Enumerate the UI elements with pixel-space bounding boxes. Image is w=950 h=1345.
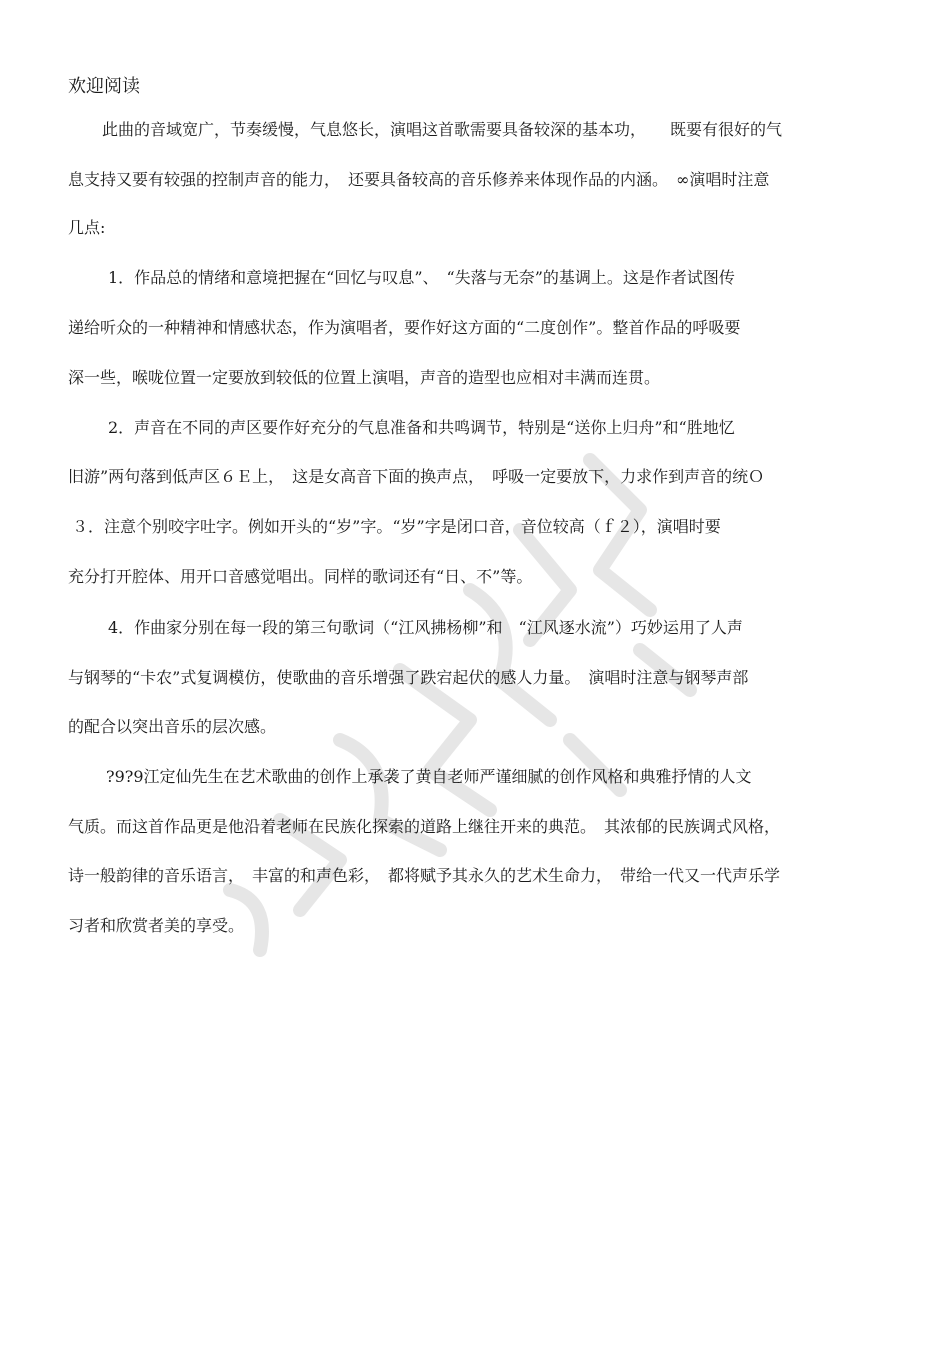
list-item-line: 2．声音在不同的声区要作好充分的气息准备和共鸣调节，特别是“送你上归舟”和“胜地忆 (108, 418, 735, 437)
list-item-line: 的配合以突出音乐的层次感。 (68, 717, 277, 736)
list-item-line: 与钢琴的“卡农”式复调模仿，使歌曲的音乐增强了跌宕起伏的感人力量。 演唱时注意与钢琴声部 (68, 668, 749, 687)
paragraph-line: ?9?9江定仙先生在艺术歌曲的创作上承袭了黄自老师严谨细腻的创作风格和典雅抒情的人文 (106, 767, 752, 786)
paragraph-line: 气质。而这首作品更是他沿着老师在民族化探索的道路上继往开来的典范。 其浓郁的民族调式风格， (68, 817, 781, 836)
paragraph-line: 此曲的音域宽广，节奏缓慢，气息悠长，演唱这首歌需要具备较深的基本功， 既要有很好的气 (102, 120, 783, 139)
document-title: 欢迎阅读 (68, 76, 140, 97)
list-item-line: ３．注意个别咬字吐字。例如开头的“岁”字。“岁”字是闭口音，音位较高（ｆ２），演唱时要 (72, 517, 721, 536)
list-item-line: 充分打开腔体、用开口音感觉唱出。同样的歌词还有“日、不”等。 (68, 567, 533, 586)
paragraph-line: 几点: (68, 218, 106, 237)
list-item-line: 4．作曲家分别在每一段的第三句歌词（“江风拂杨柳”和 “江风逐水流”）巧妙运用了人声 (108, 618, 743, 637)
paragraph-line: 诗一般韵律的音乐语言， 丰富的和声色彩， 都将赋予其永久的艺术生命力， 带给一代又一代声乐学 (68, 866, 781, 885)
list-item-line: 递给听众的一种精神和情感状态，作为演唱者，要作好这方面的“二度创作”。整首作品的呼吸要 (68, 318, 741, 337)
list-item-line: 深一些，喉咙位置一定要放到较低的位置上演唱，声音的造型也应相对丰满而连贯。 (68, 368, 661, 387)
paragraph-line: 息支持又要有较强的控制声音的能力， 还要具备较高的音乐修养来体现作品的内涵。 ∞演唱时注意 (68, 170, 770, 189)
list-item-line: 旧游”两句落到低声区６Ｅ上， 这是女高音下面的换声点， 呼吸一定要放下，力求作到声音的统Ｏ (68, 467, 765, 486)
paragraph-line: 习者和欣赏者美的享受。 (68, 916, 245, 935)
list-item-line: 1．作品总的情绪和意境把握在“回忆与叹息”、 “失落与无奈”的基调上。这是作者试图传 (108, 268, 735, 287)
watermark-graphic (170, 420, 730, 980)
